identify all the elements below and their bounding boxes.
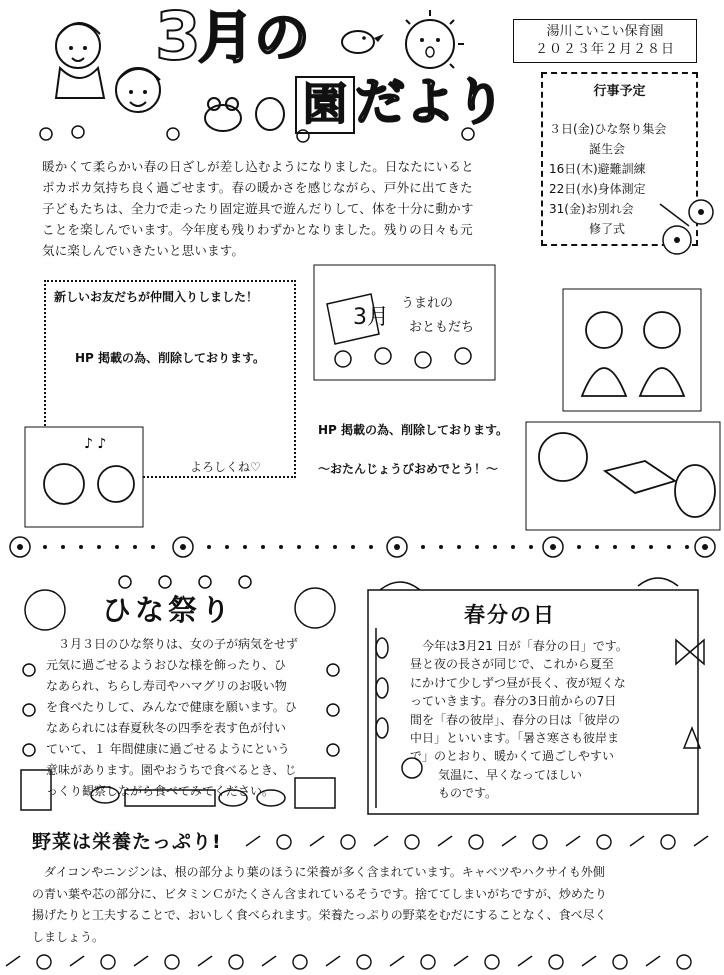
title-month-no: 月の — [198, 6, 310, 71]
hina-line: ていて、１ 年間健康に過ごせるようにという — [46, 742, 290, 756]
schedule-item: ３日(金)ひな祭り集会 — [549, 122, 667, 136]
vegetables-text — [32, 862, 722, 948]
birthday-card — [313, 264, 496, 381]
hina-line: 元気に過ごせるようおひな様を飾ったり、ひ — [46, 658, 287, 672]
schedule-item: 誕生会 — [589, 142, 626, 156]
title-dayori: だより — [355, 73, 505, 131]
card-month: 3月 — [353, 305, 389, 330]
intro-line: ポカポカ気持ち良く過ごせます。春の暖かさを感じながら、戸外に出てきた — [42, 180, 473, 195]
vegetables-line: 揚げたりと工夫することで、おいしく食べられます。栄養たっぷりの野菜をむだにすることなく、食べ尽く — [32, 908, 607, 922]
vegetables-title: 野菜は栄養たっぷり! — [32, 831, 222, 853]
card-friends: おともだち — [409, 320, 475, 335]
carrot-rabbit-border-bottom — [0, 948, 724, 972]
shunbun-title: 春分の日 — [464, 603, 556, 627]
new-friends-removed: HP 掲載の為、削除しております。 — [74, 351, 266, 365]
vegetables-line: ダイコンやニンジンは、根の部分より葉のほうに栄養が多く含まれています。キャベツやハクサイも外側 — [32, 865, 605, 879]
title-garden-box: 園 — [295, 76, 355, 134]
hina-text — [46, 634, 341, 802]
hina-line: なあられには春夏秋冬の四季を表す色が付い — [46, 721, 287, 735]
hina-dolls-icon — [562, 288, 702, 412]
schedule-heading: 行事予定 — [593, 84, 646, 99]
hina-line: 意味があります。園やおうちで食べるとき、じ — [46, 763, 297, 777]
svg-text:♪ ♪: ♪ ♪ — [84, 436, 107, 452]
shunbun-line: 昼と夜の長さが同じで、これから夏至 — [410, 657, 614, 672]
hina-line: なあられ、ちらし寿司やハマグリのお吸い物 — [46, 679, 287, 693]
issue-date: ２０２３年２月２８日 — [534, 42, 675, 57]
new-friends-closing: よろしくね♡ — [190, 460, 261, 474]
shunbun-line: 中日」といいます。「暑さ寒さも彼岸ま — [410, 731, 620, 746]
shunbun-text — [410, 637, 680, 803]
shunbun-line: にかけて少しずつ昼が長く、夜が短くな — [410, 675, 626, 690]
hina-title: ひな祭り — [102, 593, 235, 627]
schedule-item: 修了式 — [589, 222, 626, 236]
intro-line: 子どもたちは、全力で走ったり固定遊具で遊んだりして、体を十分に動かす — [42, 201, 474, 216]
hina-sweets-icon — [525, 421, 721, 531]
shunbun-line: 間を「春の彼岸」、春分の日は「彼岸の — [410, 712, 621, 727]
shunbun-line: 気温に、早くなってほしい — [438, 767, 583, 782]
school-name: 湯川こいこい保育園 — [546, 24, 664, 39]
schedule-item: 31(金)お別れ会 — [549, 202, 634, 216]
vegetables-line: の青い葉や芯の部分に、ビタミンＣがたくさん含まれているそうです。捨ててしまいがちですが、炒めたり — [32, 886, 607, 901]
hina-line: ３月３日のひな祭りは、女の子が病気をせず — [46, 637, 299, 651]
intro-line: 暖かくて柔らかい春の日ざしが差し込むようになりました。日なたにいると — [42, 159, 474, 174]
hina-line: を食べたりして、みんなで健康を願います。ひ — [46, 700, 297, 714]
hina-line: っくり観察しながら食べてみてください。 — [46, 784, 275, 798]
sakura-icon — [655, 196, 717, 262]
birthday-message: ～おたんじょうびおめでとう！～ — [318, 462, 499, 476]
carrot-rabbit-border-top — [240, 828, 720, 852]
intro-line: ことを楽しんでいます。今年度も残りわずかとなりました。残りの日々も元 — [42, 222, 473, 237]
intro-line: 気に楽しんでいきたいと思います。 — [42, 243, 245, 258]
new-friends-heading: 新しいお友だちが仲間入りしました！ — [54, 290, 259, 304]
shunbun-line: ものです。 — [438, 786, 498, 801]
intro-text — [42, 156, 532, 261]
shunbun-line: 今年は3月21 日が「春分の日」です。 — [410, 639, 628, 653]
schedule-item: 16日(木)避難訓練 — [549, 162, 646, 176]
shunbun-line: で」のとおり、暖かくて過ごしやすい — [410, 749, 615, 764]
title-number: 3 — [155, 0, 201, 75]
birthday-removed: HP 掲載の為、削除しております。 — [318, 423, 509, 437]
music-children-icon — [24, 426, 144, 530]
school-info-box — [513, 19, 697, 63]
shunbun-line: っていきます。春分の3日前からの7日 — [410, 694, 617, 709]
schedule-item: 22日(水)身体測定 — [549, 182, 646, 196]
card-born: うまれの — [401, 296, 454, 311]
flower-divider — [5, 532, 720, 562]
vegetables-line: しましょう。 — [32, 929, 105, 944]
